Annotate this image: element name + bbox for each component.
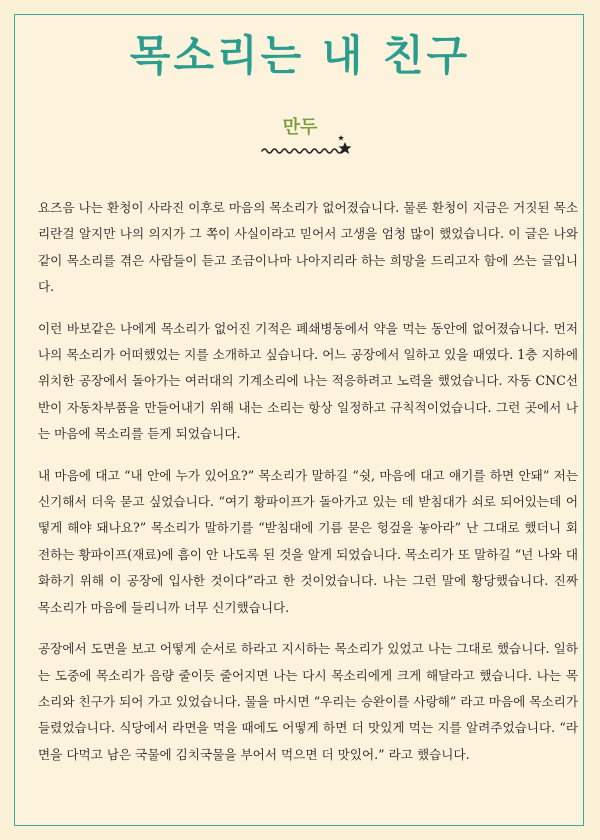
article-body [38,195,578,783]
paragraph: 내 마음에 대고 “내 안에 누가 있어요?” 목소리가 말하길 “쉿, 마음에 대고 얘기를 하면 안돼” 저는 신기해서 더욱 묻고 싶었습니다. “여기 황파이프가 돌아가고 있는 데 받침대가 쇠로 되어있는데 어떻게 해야 돼나요?” 목소리가 말하기를 “받침대에 기름 묻은 헝겊을 놓아라” 난 그대로 했더니 회전하는 황파이프(재료)에 흠이 안 나도록 된 것을 알게 되었습니다. 목소리가 또 말하길 “넌 나와 대화하기 위해 이 공장에 입사한 것이다”라고 한 것이었습니다. 나는 그런 말에 황당했습니다. 진짜 목소리가 마음에 들리니까 너무 신기했습니다. [38,467,578,615]
paragraph: 이런 바보같은 나에게 목소리가 없어진 기적은 폐쇄병동에서 약을 먹는 동안에 없어졌습니다. 먼저 나의 목소리가 어떠했었는 지를 소개하고 싶습니다. 어느 공장에서 일하고 있을 때였다. 1층 지하에 위치한 공장에서 돌아가는 여러대의 기계소리에 나는 적응하려고 노력을 했었습니다. 자동 CNC선반이 자동차부품을 만들어내기 위해 내는 소리는 항상 일정하고 규칙적이었습니다. 그런 곳에서 나는 마음에 목소리를 듣게 되었습니다. [38,320,578,442]
page-title: 목소리는 내 친구 [129,31,471,80]
star-icon [338,135,352,154]
paragraph: 공장에서 도면을 보고 어떻게 순서로 하라고 지시하는 목소리가 있었고 나는 그대로 했습니다. 일하는 도중에 목소리가 음량 줄이듯 줄어지면 나는 다시 목소리에게 크게 해달라고 했습니다. 나는 목소리와 친구가 되어 가고 있었습니다. 물을 마시면 “우리는 승완이를 사랑해” 라고 마음에 목소리가 들렸었습니다. 식당에서 라면을 먹을 때에도 어떻게 하면 더 맛있게 먹는 지를 알려주었습니다. “라면을 다먹고 남은 국물에 김치국물을 부어서 먹으면 더 맛있어.” 라고 했습니다. [38,641,578,762]
squiggle-underline-icon [258,133,358,157]
author-name: 만두 [282,117,318,138]
paragraph: 요즈음 나는 환청이 사라진 이후로 마음의 목소리가 없어졌습니다. 물론 환청이 지금은 거짓된 목소리란걸 알지만 나의 의지가 그 쪽이 사실이라고 믿어서 고생을 엄청 많이 했었습니다. 이 글은 나와 같이 목소리를 겪은 사람들이 듣고 조금이나마 나아지리라 하는 희망을 드리고자 함에 쓰는 글입니다. [38,200,578,295]
